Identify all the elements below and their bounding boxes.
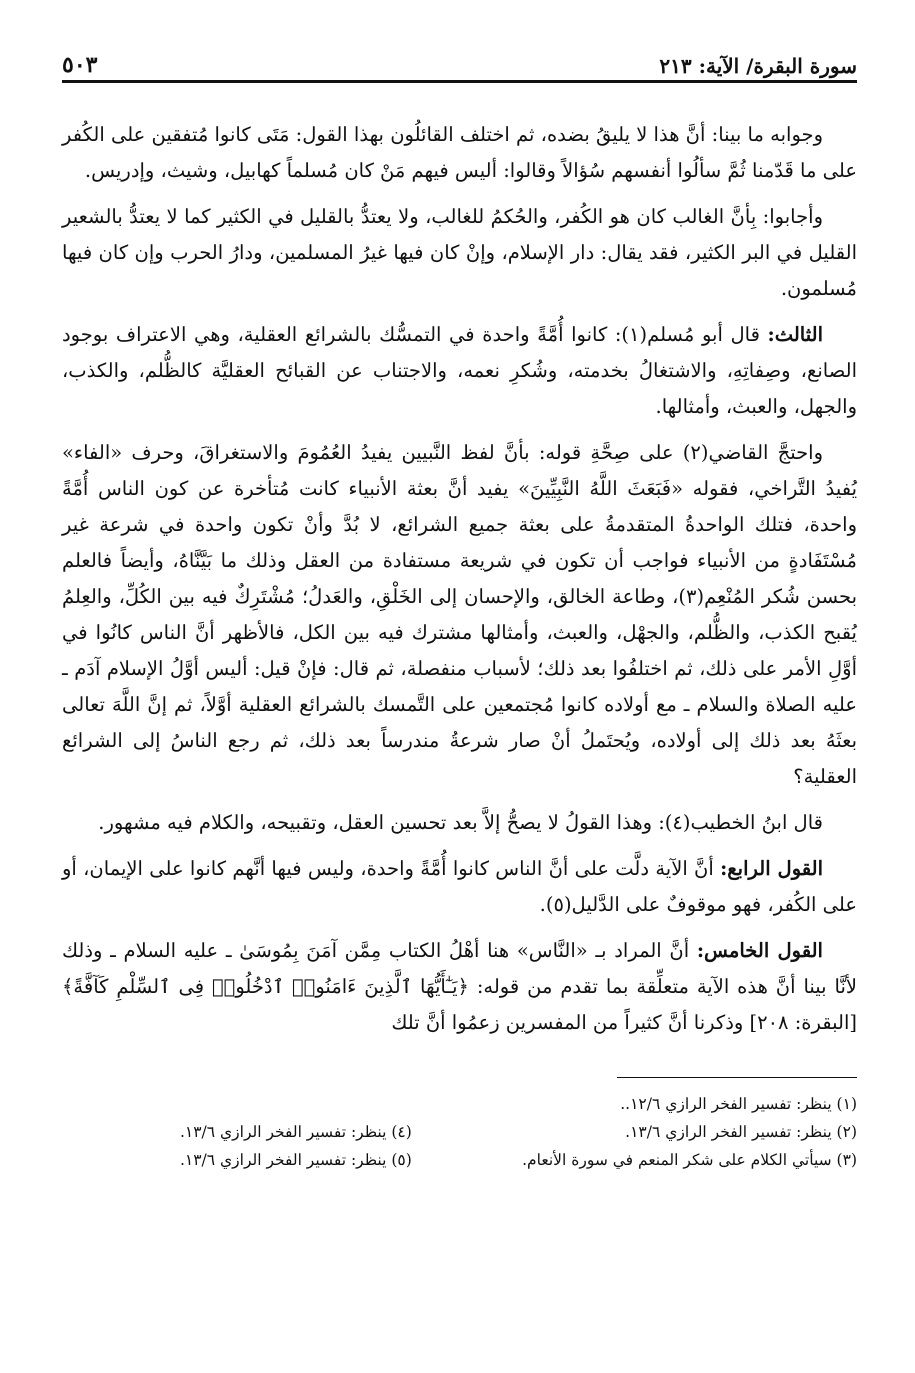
footnote <box>62 1090 412 1118</box>
footnote: (٢) ينظر: تفسير الفخر الرازي ١٣/٦. <box>625 1123 857 1141</box>
footnote: (٣) سيأتي الكلام على شكر المنعم في سورة الأنعام. <box>522 1151 857 1169</box>
footnote-row <box>62 1090 857 1118</box>
paragraph <box>62 317 857 425</box>
paragraph-text: أنَّ المراد بـ «النَّاس» هنا أهْلُ الكتاب مِمَّن آمَنَ بِمُوسَىٰ ـ عليه السلام ـ وذلك لأنَّا بينا أنَّ هذه الآية متعلِّقة بما تقدم من قوله: ﴿يَـٰٓأَيُّهَا ٱلَّذِينَ ءَامَنُوا۟ ٱدْخُلُوا۟ فِى ٱلسِّلْمِ كَآفَّةً﴾ [البقرة: ٢٠٨] وذكرنا أنَّ كثيراً من المفسرين زعمُوا أنَّ تلك <box>62 939 857 1034</box>
paragraph <box>62 933 857 1041</box>
paragraph-text: وجوابه ما بينا: أنَّ هذا لا يليقُ بضده، ثم اختلف القائلُون بهذا القول: مَتَى كانوا مُتفقين على الكُفر على ما قَدّمنا ثُمَّ سألُوا أنفسهم سُؤالاً وقالوا: أليس فيهم مَنْ كان مُسلماً كهابيل، وشيث، وإدريس. <box>62 123 857 182</box>
paragraph-text: وأجابوا: بِأنَّ الغالب كان هو الكُفر، والحُكمُ للغالب، ولا يعتدُّ بالقليل في الكثير كما لا يعتدُّ بالشعير القليل في البر الكثير، فقد يقال: دار الإسلام، وإنْ كان فيها غيرُ المسلمين، ودارُ الحرب وإن كان فيها مُسلمون. <box>62 205 857 300</box>
book-page <box>62 38 857 1338</box>
paragraph <box>62 435 857 795</box>
paragraph <box>62 851 857 923</box>
paragraph-text: واحتجَّ القاضي(٢) على صِحَّةِ قوله: بأنَّ لفظ النَّبيين يفيدُ العُمُومَ والاستغراقَ، وحرف «الفاء» يُفيدُ التَّراخي، فقوله «فَبَعَثَ اللَّهُ النَّبِيِّينَ» يفيد أنَّ بعثة الأنبياء كانت مُتأخرة عن كون الناس أُمَّةً واحدة، فتلك الواحدةُ المتقدمةُ على بعثة جميع الشرائع، لا بُدَّ وأنْ تكون واحدة في شرعة غير مُسْتَفَادةٍ من الأنبياء فواجب أن تكون في شريعة مستفادة من العقل وذلك ما بَيَّنَّاهُ، وأيضاً فالعلم بحسن شُكر المُنْعِم(٣)، وطاعة الخالق، والإحسان إلى الخَلْقِ، والعَدلُ؛ مُشْتَرِكٌ فيه بين الكُلِّ، والعِلمُ يُقبح الكذب، والظُّلم، والجهْل، والعبث، وأمثالها مشترك فيه بين الكل، فالأظهر أنَّ الناس كانُوا في أوَّلِ الأمر على ذلك، ثم اختلفُوا بعد ذلك؛ لأسباب منفصلة، ثم قال: فإنْ قيل: أليس أوَّلُ الإسلام آدَم ـ عليه الصلاة والسلام ـ مع أولاده كانوا مُجتمعين على التَّمسك بالشرائع العقلية أوَّلاً، ثم إنَّ اللَّهَ تعالى بعثَهُ بعد ذلك إلى أولاده، ويُحتَملُ أنْ صار شرعةُ مندرساً بعد ذلك، ثم رجع الناسُ إلى الشرائع العقلية؟ <box>62 441 858 788</box>
footnote-row <box>62 1146 857 1174</box>
footnotes <box>62 1090 857 1174</box>
paragraph-lead: القول الخامس: <box>696 939 823 962</box>
header-title: سورة البقرة/ الآية: ٢١٣ <box>659 54 857 78</box>
paragraph-lead: القول الرابع: <box>720 857 823 880</box>
footnote: (١) ينظر: تفسير الفخر الرازي ١٢/٦.. <box>620 1095 857 1113</box>
footnote-row <box>62 1118 857 1146</box>
footnote: (٤) ينظر: تفسير الفخر الرازي ١٣/٦. <box>179 1123 412 1141</box>
paragraph-lead: الثالث: <box>767 323 823 346</box>
running-header <box>62 38 857 83</box>
paragraph <box>62 117 857 189</box>
footnote-divider <box>617 1077 857 1078</box>
paragraph-text: قال ابنُ الخطيب(٤): وهذا القولُ لا يصحُّ إلاَّ بعد تحسين العقل، وتقبيحه، والكلام فيه مشهور. <box>98 811 823 834</box>
footnote: (٥) ينظر: تفسير الفخر الرازي ١٣/٦. <box>179 1151 412 1169</box>
paragraph-text: أنَّ الآية دلَّت على أنَّ الناس كانوا أُمَّةً واحدة، وليس فيها أنَّهم كانوا على الإيمان، أو على الكُفر، فهو موقوفٌ على الدَّليل(٥). <box>62 857 857 916</box>
paragraph <box>62 805 857 841</box>
paragraph-text: قال أبو مُسلم(١): كانوا أُمَّةً واحدة في التمسُّك بالشرائع العقلية، وهي الاعتراف بوجود الصانع، وصِفاتِهِ، والاشتغالُ بخدمته، وشُكرِ نعمه، والاجتناب عن القبائح العقليَّة كالظُّلم، والكذب، والجهل، والعبث، وأمثالها. <box>62 323 857 418</box>
page-number: ٥٠٣ <box>62 52 98 78</box>
main-text <box>62 117 857 1041</box>
paragraph <box>62 199 857 307</box>
